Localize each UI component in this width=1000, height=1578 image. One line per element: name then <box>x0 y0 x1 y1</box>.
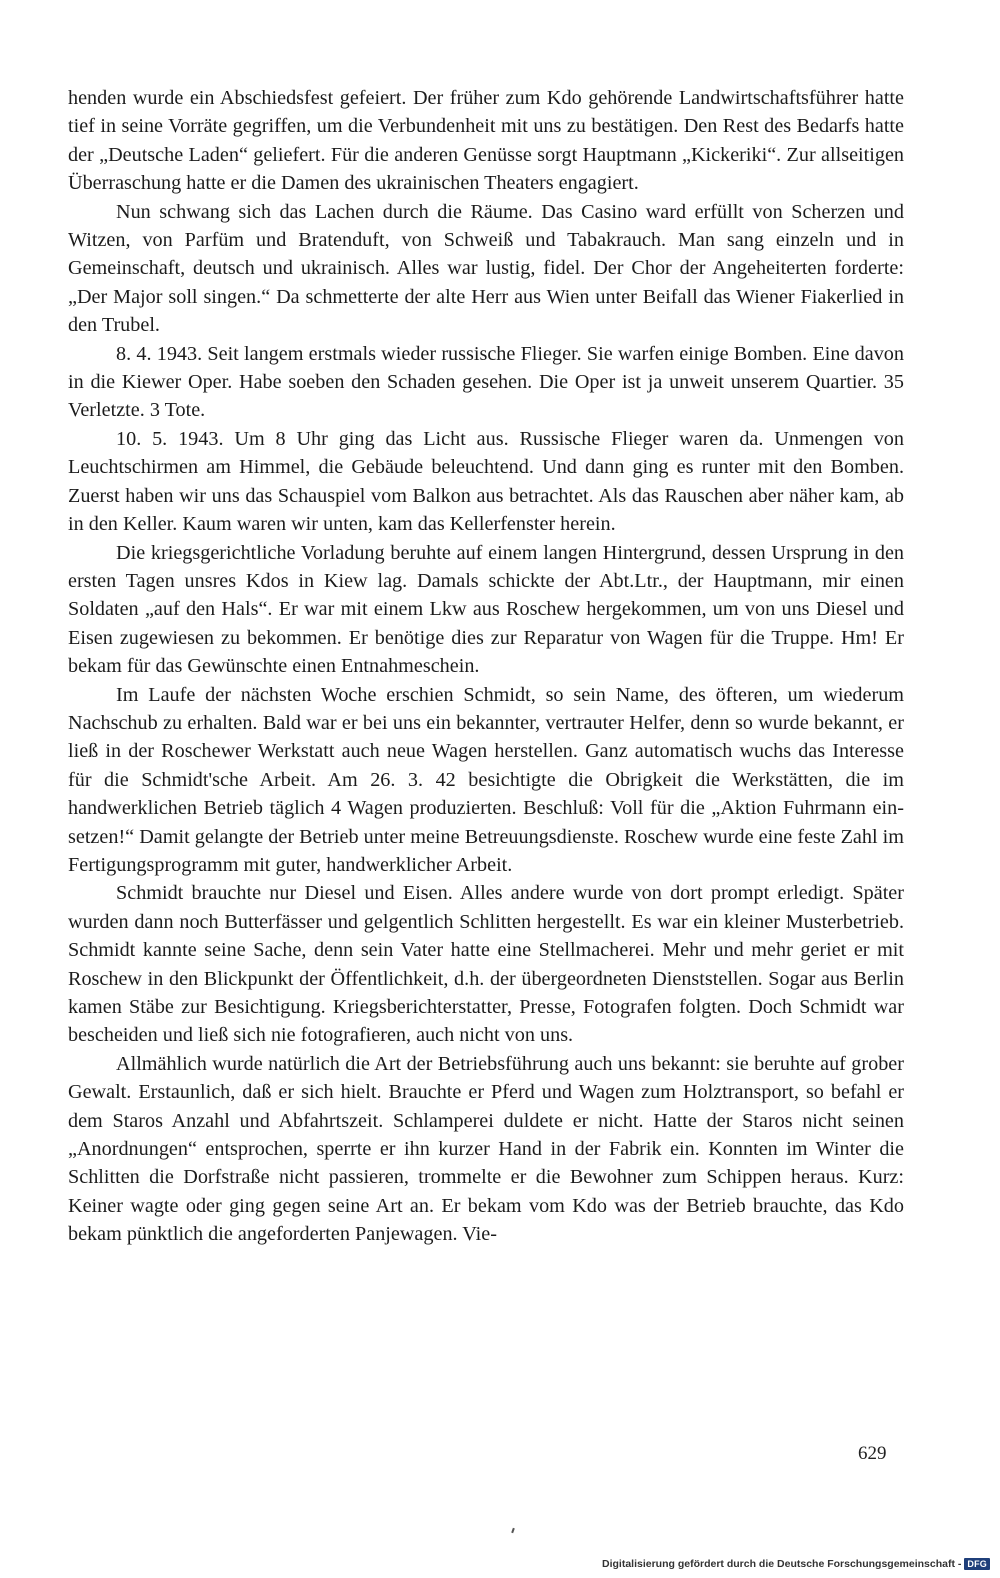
paragraph: Im Laufe der nächsten Woche erschien Schmidt, so sein Name, des öfteren, um wiederum Nachschub zu erhalten. Bald war er bei uns ein bekannter, vertrauter Helfer, denn so wurde bekannt, er ließ in der Roschewer Werkstatt auch neue Wagen herstellen. Ganz automatisch wuchs das Interesse für die Schmidt'sche Arbeit. Am 26. 3. 42 besichtigte die Obrigkeit die Werkstätten, die im handwerklichen Betrieb täglich 4 Wagen produzierten. Beschluß: Voll für die „Aktion Fuhrmann einsetzen!“ Damit gelangte der Betrieb unter meine Betreuungsdienste. Roschew wurde eine feste Zahl im Fertigungsprogramm mit guter, handwerklicher Arbeit. <box>68 683 904 876</box>
paragraph: 10. 5. 1943. Um 8 Uhr ging das Licht aus. Russische Flieger waren da. Unmengen von Leuchtschirmen am Himmel, die Gebäude beleuchtend. Und dann ging es runter mit den Bomben. Zuerst haben wir uns das Schauspiel vom Balkon aus betrachtet. Als das Rauschen aber näher kam, ab in den Keller. Kaum waren wir unten, kam das Kellerfenster herein. <box>68 427 904 536</box>
page-number: 629 <box>858 1443 887 1464</box>
paragraph: Nun schwang sich das Lachen durch die Räume. Das Casino ward erfüllt von Scherzen und Witzen, von Parfüm und Bratenduft, von Schweiß und Tabakrauch. Man sang einzeln und in Gemeinschaft, deutsch und ukrainisch. Alles war lustig, fidel. Der Chor der Angeheiterten forderte: „Der Major soll singen.“ Da schmetterte der alte Herr aus Wien unter Beifall das Wiener Fiakerlied in den Trubel. <box>68 200 904 337</box>
digitization-footer <box>602 1558 990 1570</box>
page-body <box>68 84 904 1249</box>
footer-text: Digitalisierung gefördert durch die Deutsche Forschungsgemeinschaft - <box>602 1558 962 1570</box>
dfg-logo-icon: DFG <box>964 1558 990 1570</box>
paragraph: Allmählich wurde natürlich die Art der Betriebsführung auch uns bekannt: sie beruhte auf grober Gewalt. Erstaunlich, daß er sich hielt. Brauchte er Pferd und Wagen zum Holztransport, so befahl er dem Staros Anzahl und Abfahrtszeit. Schlamperei duldete er nicht. Hatte der Staros nicht seinen „Anordnungen“ entsprochen, sperrte er ihn kurzer Hand in der Fabrik ein. Konnten im Winter die Schlitten die Dorfstraße nicht passieren, trommelte er die Bewohner zum Schippen heraus. Kurz: Keiner wagte oder ging gegen seine Art an. Er bekam vom Kdo was der Betrieb brauchte, das Kdo bekam pünktlich die angeforderten Panjewagen. Vie- <box>68 1052 904 1246</box>
paragraph: henden wurde ein Abschiedsfest gefeiert. Der früher zum Kdo gehörende Landwirtschaftsführer hatte tief in seine Vorräte gegriffen, um die Verbundenheit mit uns zu bestätigen. Den Rest des Bedarfs hatte der „Deutsche Laden“ geliefert. Für die anderen Genüsse sorgt Hauptmann „Kickeriki“. Zur allseitigen Überraschung hatte er die Damen des ukrainischen Theaters engagiert. <box>68 87 904 195</box>
paragraph: Die kriegsgerichtliche Vorladung beruhte auf einem langen Hintergrund, dessen Ursprung in den ersten Tagen unsres Kdos in Kiew lag. Damals schickte der Abt.Ltr., der Hauptmann, mir einen Soldaten „auf den Hals“. Er war mit einem Lkw aus Roschew hergekommen, um von uns Diesel und Eisen zugewiesen zu bekommen. Er benötige dies zur Reparatur von Wagen für die Truppe. Hm! Er bekam für das Gewünschte einen Entnahmeschein. <box>68 541 904 678</box>
paragraph: Schmidt brauchte nur Diesel und Eisen. Alles andere wurde von dort prompt erledigt. Später wurden dann noch Butterfässer und gelgentlich Schlitten hergestellt. Es war ein kleiner Musterbetrieb. Schmidt kannte seine Sache, denn sein Vater hatte eine Stellmacherei. Mehr und mehr geriet er mit Roschew in den Blickpunkt der Öffentlichkeit, d.h. der übergeordneten Dienststellen. Sogar aus Berlin kamen Stäbe zur Besichtigung. Kriegsberichterstatter, Presse, Fotografen folgten. Doch Schmidt war bescheiden und ließ sich nie fotografieren, auch nicht von uns. <box>68 882 904 1047</box>
scan-speck <box>511 1528 515 1533</box>
paragraph: 8. 4. 1943. Seit langem erstmals wieder russische Flieger. Sie warfen einige Bomben. Eine davon in die Kiewer Oper. Habe soeben den Schaden gesehen. Die Oper ist ja unweit unserem Quartier. 35 Verletzte. 3 Tote. <box>68 342 904 422</box>
